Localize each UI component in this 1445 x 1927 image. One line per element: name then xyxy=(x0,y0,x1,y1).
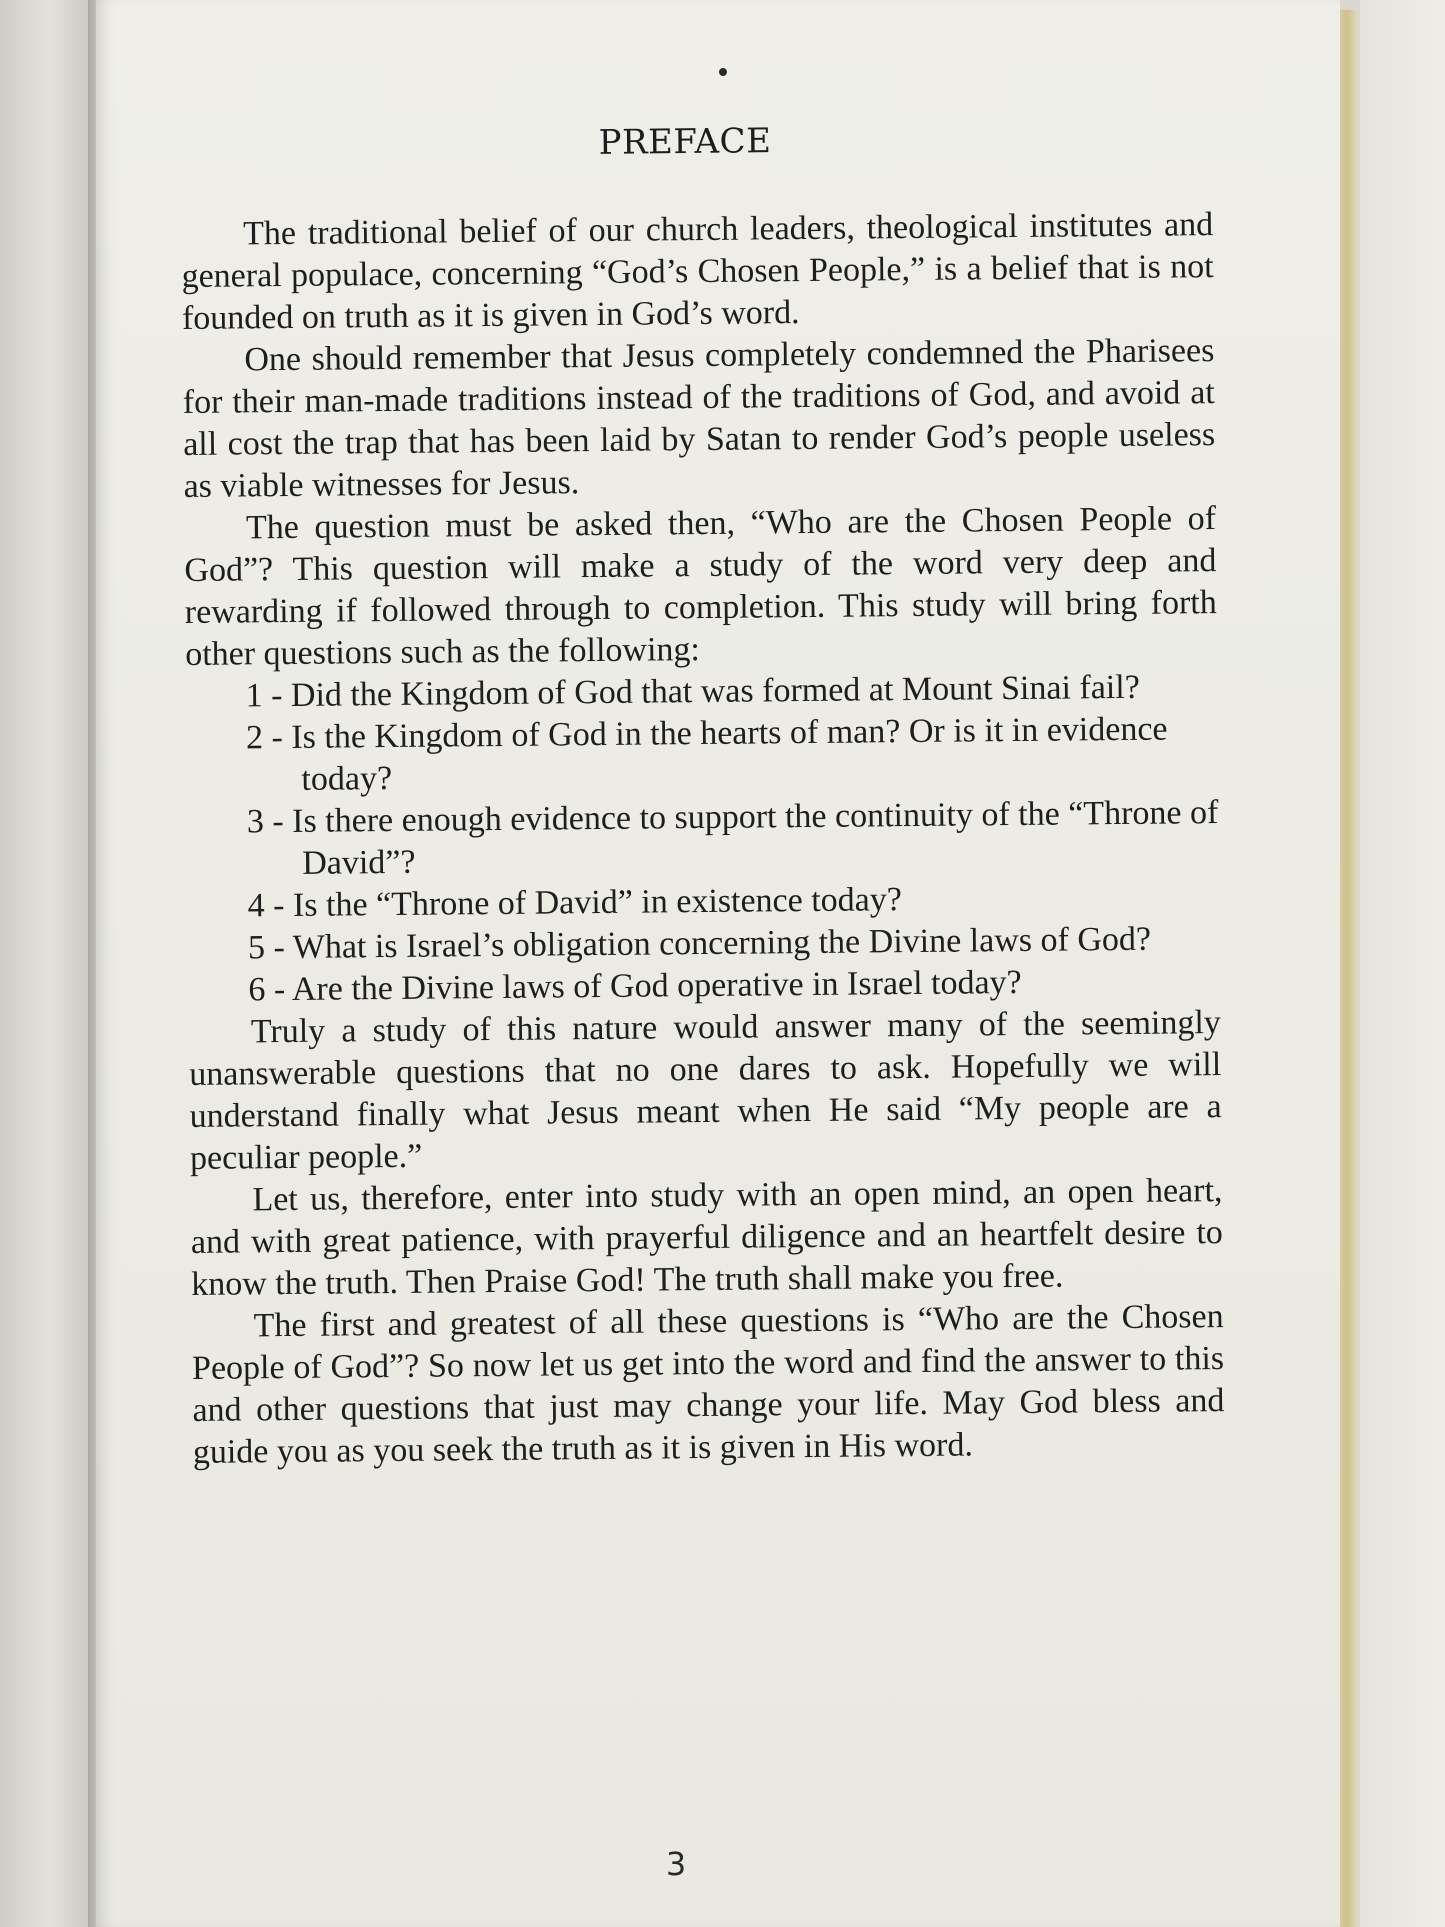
list-item: 5 - What is Israel’s obligation concerning the Divine laws of God? xyxy=(247,920,1152,967)
question-list xyxy=(185,666,1220,1012)
paragraph: One should remember that Jesus completely condemned the Pharisees for their man-made traditions instead of the traditions of God, and avoid at all cost the trap that has been laid by Satan to render God’s people useless as viable witnesses for Jesus. xyxy=(182,332,1216,505)
paragraph: The traditional belief of our church leaders, theological institutes and general populace, concerning “God’s Chosen People,” is a belief that is not founded on truth as it is given in God’s word. xyxy=(181,206,1214,337)
paragraph: The first and greatest of all these questions is “Who are the Chosen People of God”? So now let us get into the word and find the answer to this and other questions that just may change your life. May God bless and guide you as you seek the truth as it is given in His word. xyxy=(191,1298,1225,1471)
page-title: PREFACE xyxy=(598,121,772,163)
facing-page xyxy=(0,0,92,1927)
background-surface xyxy=(1360,0,1445,1927)
ink-dot xyxy=(719,68,727,76)
list-item: 2 - Is the Kingdom of God in the hearts of man? Or is it in evidence today? xyxy=(245,710,1168,798)
list-item: 4 - Is the “Throne of David” in existence today? xyxy=(247,881,903,925)
list-item: 6 - Are the Divine laws of God operative in Israel today? xyxy=(248,963,1022,1009)
paragraph: Let us, therefore, enter into study with an open mind, an open heart, and with great patience, with prayerful diligence and an heartfelt desire to know the truth. Then Praise God! The truth shall make you free. xyxy=(190,1172,1224,1303)
paragraph: The question must be asked then, “Who are the Chosen People of God”? This question will make a study of the word very deep and rewarding if followed through to completion. This study will bring forth other questions such as the following: xyxy=(184,500,1217,673)
list-item: 1 - Did the Kingdom of God that was formed at Mount Sinai fail? xyxy=(245,668,1140,715)
list-item: 3 - Is there enough evidence to support the continuity of the “Throne of David”? xyxy=(246,794,1219,882)
paragraph: Truly a study of this nature would answer many of the seemingly unanswerable questions that no one dares to ask. Hopefully we will understand finally what Jesus meant when He said “My people are a peculiar people.” xyxy=(189,1004,1222,1177)
preface-text xyxy=(181,204,1225,1474)
page-number: 3 xyxy=(665,1845,687,1883)
